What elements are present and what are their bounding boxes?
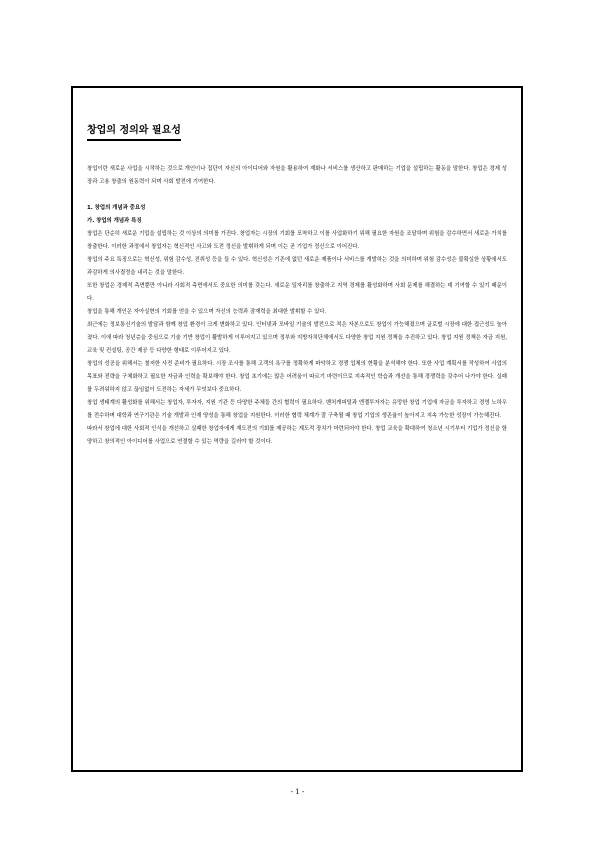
body-paragraph: 창업은 단순히 새로운 기업을 설립하는 것 이상의 의미를 가진다. 창업자는 시장의 기회를 포착하고 이를 사업화하기 위해 필요한 자원을 조달하며 위험을 감수하면서 새로운 가치를 창출한다. 이러한 과정에서 창업자는 혁신적인 사고와 도전 정신을 발휘하게 되며 이는 곧 기업가 정신으로 이어진다. (87, 231, 507, 250)
page-number: - 1 - (290, 788, 305, 796)
document-title: 창업의 정의와 필요성 (87, 124, 181, 141)
intro-paragraph: 창업이란 새로운 사업을 시작하는 것으로 개인이나 집단이 자신의 아이디어와 자원을 활용하여 재화나 서비스를 생산하고 판매하는 기업을 설립하는 활동을 말한다. 창업은 경제 성장과 고용 창출의 원동력이 되며 사회 발전에 기여한다. (87, 166, 507, 185)
page-frame (71, 86, 523, 772)
body-paragraph: 창업의 주요 특징으로는 혁신성, 위험 감수성, 진취성 등을 들 수 있다. 혁신성은 기존에 없던 새로운 제품이나 서비스를 개발하는 것을 의미하며 위험 감수성은 불확실한 상황에서도 과감하게 의사결정을 내리는 것을 말한다. (87, 257, 507, 276)
document-body (87, 118, 507, 449)
section-heading: 1. 창업의 개념과 중요성 (87, 205, 146, 211)
subsection-heading: 가. 창업의 개념과 특징 (87, 218, 142, 224)
body-paragraph: 창업을 통해 개인은 자아실현의 기회를 얻을 수 있으며 자신의 능력과 잠재력을 최대한 발휘할 수 있다. (87, 309, 327, 315)
body-paragraph: 따라서 창업에 대한 사회적 인식을 개선하고 실패한 창업자에게 재도전의 기회를 제공하는 제도적 장치가 마련되어야 한다. 창업 교육을 확대하여 청소년 시기부터 기업가 정신을 함양하고 창의적인 아이디어를 사업으로 연결할 수 있는 역량을 길러야 할 것이다. (87, 426, 507, 445)
body-paragraph: 창업 생태계의 활성화를 위해서는 창업자, 투자자, 지원 기관 등 다양한 주체들 간의 협력이 필요하다. 벤처캐피털과 엔젤투자자는 유망한 창업 기업에 자금을 투자하고 경영 노하우를 전수하며 대학과 연구기관은 기술 개발과 인재 양성을 통해 창업을 지원한다. 이러한 협력 체계가 잘 구축될 때 창업 기업의 생존율이 높아지고 지속 가능한 성장이 가능해진다. (87, 400, 507, 419)
body-paragraph: 창업의 성공을 위해서는 철저한 사전 준비가 필요하다. 시장 조사를 통해 고객의 욕구를 정확하게 파악하고 경쟁 업체의 현황을 분석해야 한다. 또한 사업 계획서를 작성하여 사업의 목표와 전략을 구체화하고 필요한 자금과 인력을 확보해야 한다. 창업 초기에는 많은 어려움이 따르기 마련이므로 지속적인 학습과 개선을 통해 경쟁력을 갖추어 나가야 한다. 실패를 두려워하지 않고 끊임없이 도전하는 자세가 무엇보다 중요하다. (87, 361, 507, 393)
spacer (87, 189, 507, 202)
body-paragraph: 최근에는 정보통신기술의 발달과 함께 창업 환경이 크게 변화하고 있다. 인터넷과 모바일 기술의 발전으로 적은 자본으로도 창업이 가능해졌으며 글로벌 시장에 대한 접근성도 높아졌다. 이에 따라 청년층을 중심으로 기술 기반 창업이 활발하게 이루어지고 있으며 정부와 지방자치단체에서도 다양한 창업 지원 정책을 추진하고 있다. 창업 지원 정책은 자금 지원, 교육 및 컨설팅, 공간 제공 등 다양한 형태로 이루어지고 있다. (87, 322, 507, 354)
body-paragraph: 또한 창업은 경제적 측면뿐만 아니라 사회적 측면에서도 중요한 의미를 갖는다. 새로운 일자리를 창출하고 지역 경제를 활성화하며 사회 문제를 해결하는 데 기여할 수 있기 때문이다. (87, 283, 507, 302)
